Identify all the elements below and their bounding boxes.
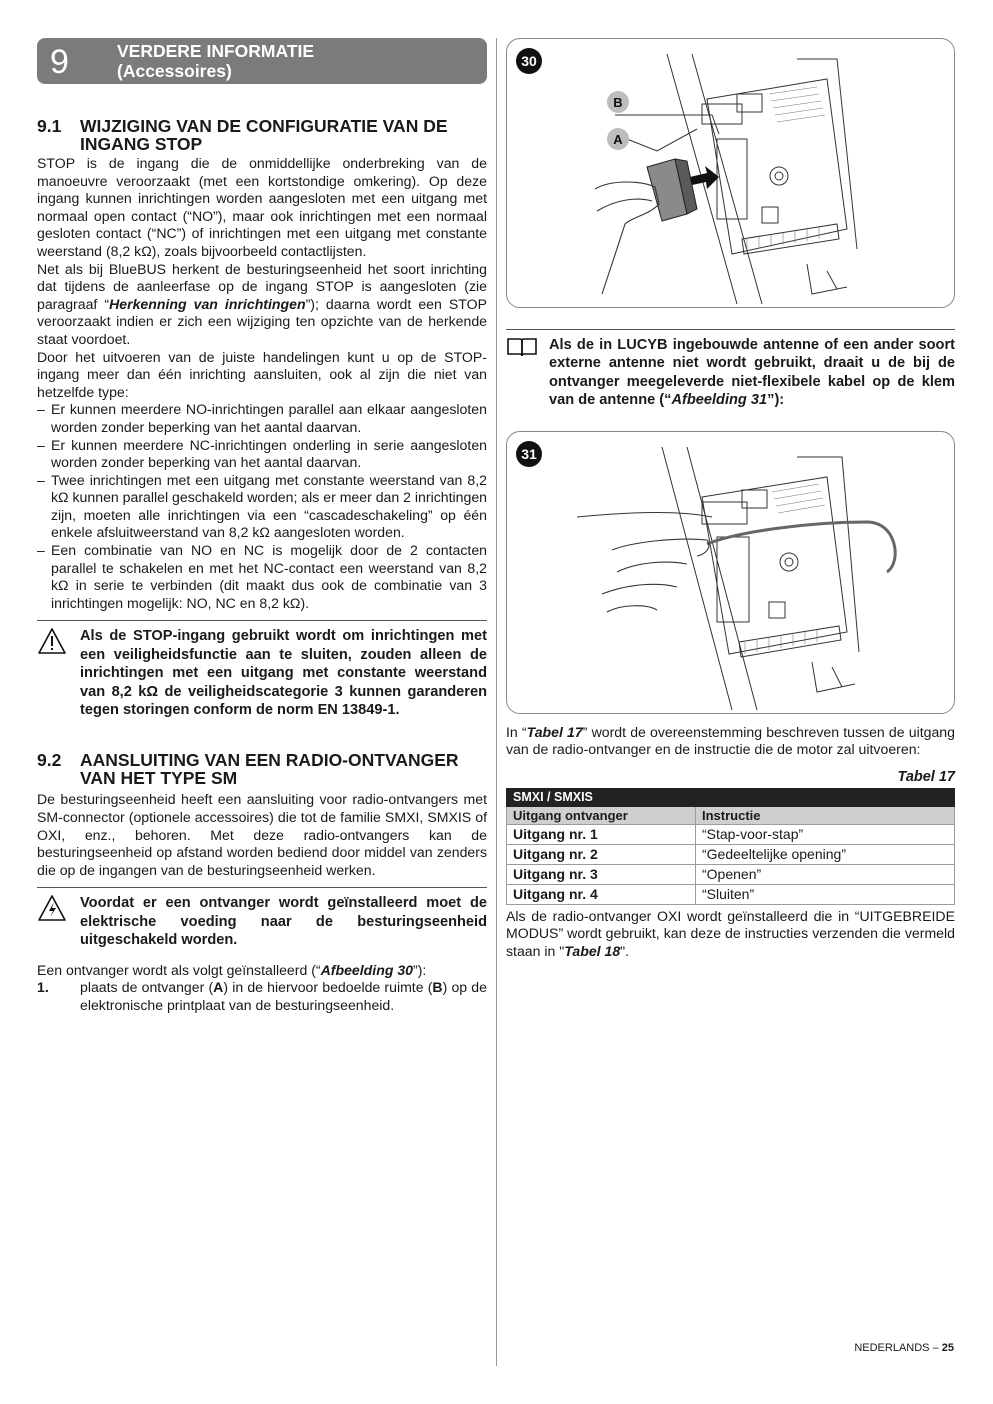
list-dash: – [37,436,45,453]
table-row [507,844,955,864]
callout-a: A [613,132,623,147]
paragraph-stop-intro: STOP is de ingang die de onmiddellijke onderbreking van de manoeuvre veroorzaakt (met een kortstondige omkering). Op deze ingang kunnen inrichtingen worden aangesloten met een uitgang met normaal open contact (“NO”), maar ook inrichtingen met een normaal gesloten contact (“NC”) of inrichtingen met een uitgang met constante weerstand (8,2 kΩ), zoals bijvoorbeeld contactlijsten. [37,155,487,259]
table-row [507,884,955,904]
list-item [37,472,487,542]
chapter-title [117,41,314,81]
list-dash: – [37,542,45,559]
reference-link: Afbeelding 31 [671,392,768,409]
section-number: 9.1 [37,116,62,136]
table-cell: “Stap-voor-stap” [696,824,955,844]
text-run: In “ [506,723,527,740]
text-run: ". [620,943,630,959]
figure-31 [506,431,955,714]
warning-icon [37,627,80,719]
text-run: Als de in LUCYB ingebouwde antenne of een ander soort externe antenne niet wordt gebruikt, draait u de bij de ontvanger meegeleverde niet-flexibele kabel op de klem van de antenne (“ [549,337,955,409]
paragraph-multiple-devices: Door het uitvoeren van de juiste handelingen kunt u op de STOP-ingang meer dan één inrichting aansluiten, ook al zijn die niet van hetzelfde type: [37,348,487,400]
table-cell: “Gedeeltelijke opening” [696,844,955,864]
left-column [37,38,487,1014]
receiver-module [647,159,697,221]
table-cell: “Openen” [696,864,955,884]
table-cell: Uitgang nr. 4 [507,884,696,904]
list-item-text: Er kunnen meerdere NC-inrichtingen onderling in serie aangesloten worden zonder beperking van het aantal daarvan. [51,436,487,471]
column-divider [496,38,497,1366]
page-footer [854,1342,954,1354]
list-item [37,437,487,472]
figure-number-badge: 31 [516,441,542,467]
label-b-ref: B [432,979,443,996]
figure-31-illustration [507,432,955,713]
warning-text: Als de STOP-ingang gebruikt wordt om inrichtingen met een veiligheidsfunctie aan te sluiten, zouden alleen de inrichtingen met een uitgang met constante weerstand van 8,2 kΩ de veiligheidscategorie 3 kunnen garanderen tegen storingen conform de norm EN 13849-1. [80,628,487,719]
table-cell: Uitgang nr. 3 [507,864,696,884]
text-run: ”); daarna wordt een STOP veroorzaakt indien er zich een wijziging ten opzichte van de herkende staat voordoet. [37,295,487,347]
note-antenna [506,329,955,410]
reference-link: Tabel 18 [564,943,621,959]
warning-text: Voordat er een ontvanger wordt geïnstalleerd moet de elektrische voeding naar de besturingseenheid uitgeschakeld worden. [80,895,487,949]
text-run: Als de radio-ontvanger OXI wordt geïnstalleerd die in “UITGEBREIDE MODUS” wordt gebruikt, kan deze de instructies verzenden die vermeld staan in " [506,907,955,959]
section-title-line2: VAN HET TYPE SM [80,768,238,789]
table-title-row [507,788,955,806]
chapter-title-line2: (Accessoires) [117,61,232,81]
table-cell: Uitgang nr. 1 [507,824,696,844]
section-title-line1: AANSLUITING VAN EEN RADIO-ONTVANGER [80,750,459,771]
paragraph-bluebus [37,261,487,349]
table-cell: Uitgang nr. 2 [507,844,696,864]
section-title [80,117,448,153]
text-run: ) in de hiervoor bedoelde ruimte ( [223,979,433,996]
section-9-2-heading [37,751,487,787]
reference-link: Herkenning van inrichtingen [109,295,306,312]
device-list [37,401,487,612]
section-9-1-heading [37,117,487,153]
section-title [80,751,459,787]
warning-note-stop [37,620,487,719]
paragraph-install [37,962,487,980]
chapter-number: 9 [50,43,69,81]
text-run: ” wordt de overeenstemming beschreven tussen de uitgang van de radio-ontvanger en de instructie die de motor zal uitvoeren: [506,723,955,758]
figure-30 [506,38,955,308]
figure-30-illustration [507,39,955,307]
list-dash: – [37,471,45,488]
table-row [507,824,955,844]
table-cell: “Sluiten” [696,884,955,904]
list-item [37,542,487,612]
list-dash: – [37,401,45,418]
section-title-line1: WIJZIGING VAN DE CONFIGURATIE VAN DE [80,116,448,136]
table-17 [506,788,955,905]
text-run: plaats de ontvanger ( [80,979,214,996]
paragraph-tabel-17 [506,724,955,759]
table-row [507,864,955,884]
page-number: 25 [941,1342,954,1354]
text-run: Een ontvanger wordt als volgt geïnstalleerd (“ [37,961,321,978]
insert-arrow [690,166,719,189]
column-header: Instructie [696,806,955,824]
table-header-row [507,806,955,824]
install-step [37,979,487,1014]
paragraph-sm-connector: De besturingseenheid heeft een aansluiting voor radio-ontvangers met SM-connector (optionele accessoires) die tot de familie SMXI, SMXIS of OXI, enz., behoren. Met deze radio-ontvangers kan de besturingseenheid op afstand worden bediend door middel van zenders die op de ingangen van de besturingseenheid werken. [37,791,487,878]
right-column [506,38,955,961]
list-item-text: Er kunnen meerdere NO-inrichtingen parallel aan elkaar aangesloten worden zonder beperking van het aantal daarvan. [51,401,487,435]
table-caption: Tabel 17 [897,768,955,785]
chapter-header [37,38,487,84]
text-run: ”): [413,961,427,978]
column-header: Uitgang ontvanger [507,806,696,824]
step-number: 1. [37,979,49,996]
step-text [80,979,487,1014]
warning-note-power [37,887,487,949]
label-a-ref: A [213,979,224,996]
electric-hazard-icon [37,894,80,949]
section-title-line2: INGANG STOP [80,134,203,154]
hand-outline [612,539,709,556]
hand-outline [595,182,659,294]
callout-b: B [613,95,623,110]
manual-book-icon [506,336,549,410]
footer-language: NEDERLANDS – [854,1342,942,1354]
reference-link: Afbeelding 30 [320,961,414,978]
paragraph-oxi [506,908,955,961]
list-item [37,401,487,436]
list-item-text: Twee inrichtingen met een uitgang met constante weerstand van 8,2 kΩ kunnen parallel geschakeld worden; als er meer dan 2 inrichtingen zijn, moeten alle inrichtingen via een “cascadeschakeling” op één enkele afsluitweerstand van 8,2 kΩ aangesloten worden. [51,471,487,541]
figure-number-badge: 30 [516,48,542,74]
text-run: ”): [767,392,785,409]
section-number: 9.2 [37,750,62,771]
reference-link: Tabel 17 [526,723,583,740]
text-run: Net als bij BlueBUS herkent de besturingseenheid het soort inrichting dat tijdens de aanleerfase op de ingang STOP is aangesloten (zie paragraaf “ [37,260,487,312]
list-item-text: Een combinatie van NO en NC is mogelijk door de 2 contacten parallel te schakelen en met het NC-contact een weerstand van 8,2 kΩ in serie te verbinden (dit maakt dus ook de combinatie van 3 inrichtingen mogelijk: NO, NC en 8,2 kΩ). [51,542,487,611]
antenna-cable [707,522,895,572]
chapter-title-line1: VERDERE INFORMATIE [117,41,315,61]
text-run: ) op de elektronische printplaat van de besturingseenheid. [80,979,487,1013]
note-text [549,336,955,410]
table-title-cell: SMXI / SMXIS [507,788,955,806]
